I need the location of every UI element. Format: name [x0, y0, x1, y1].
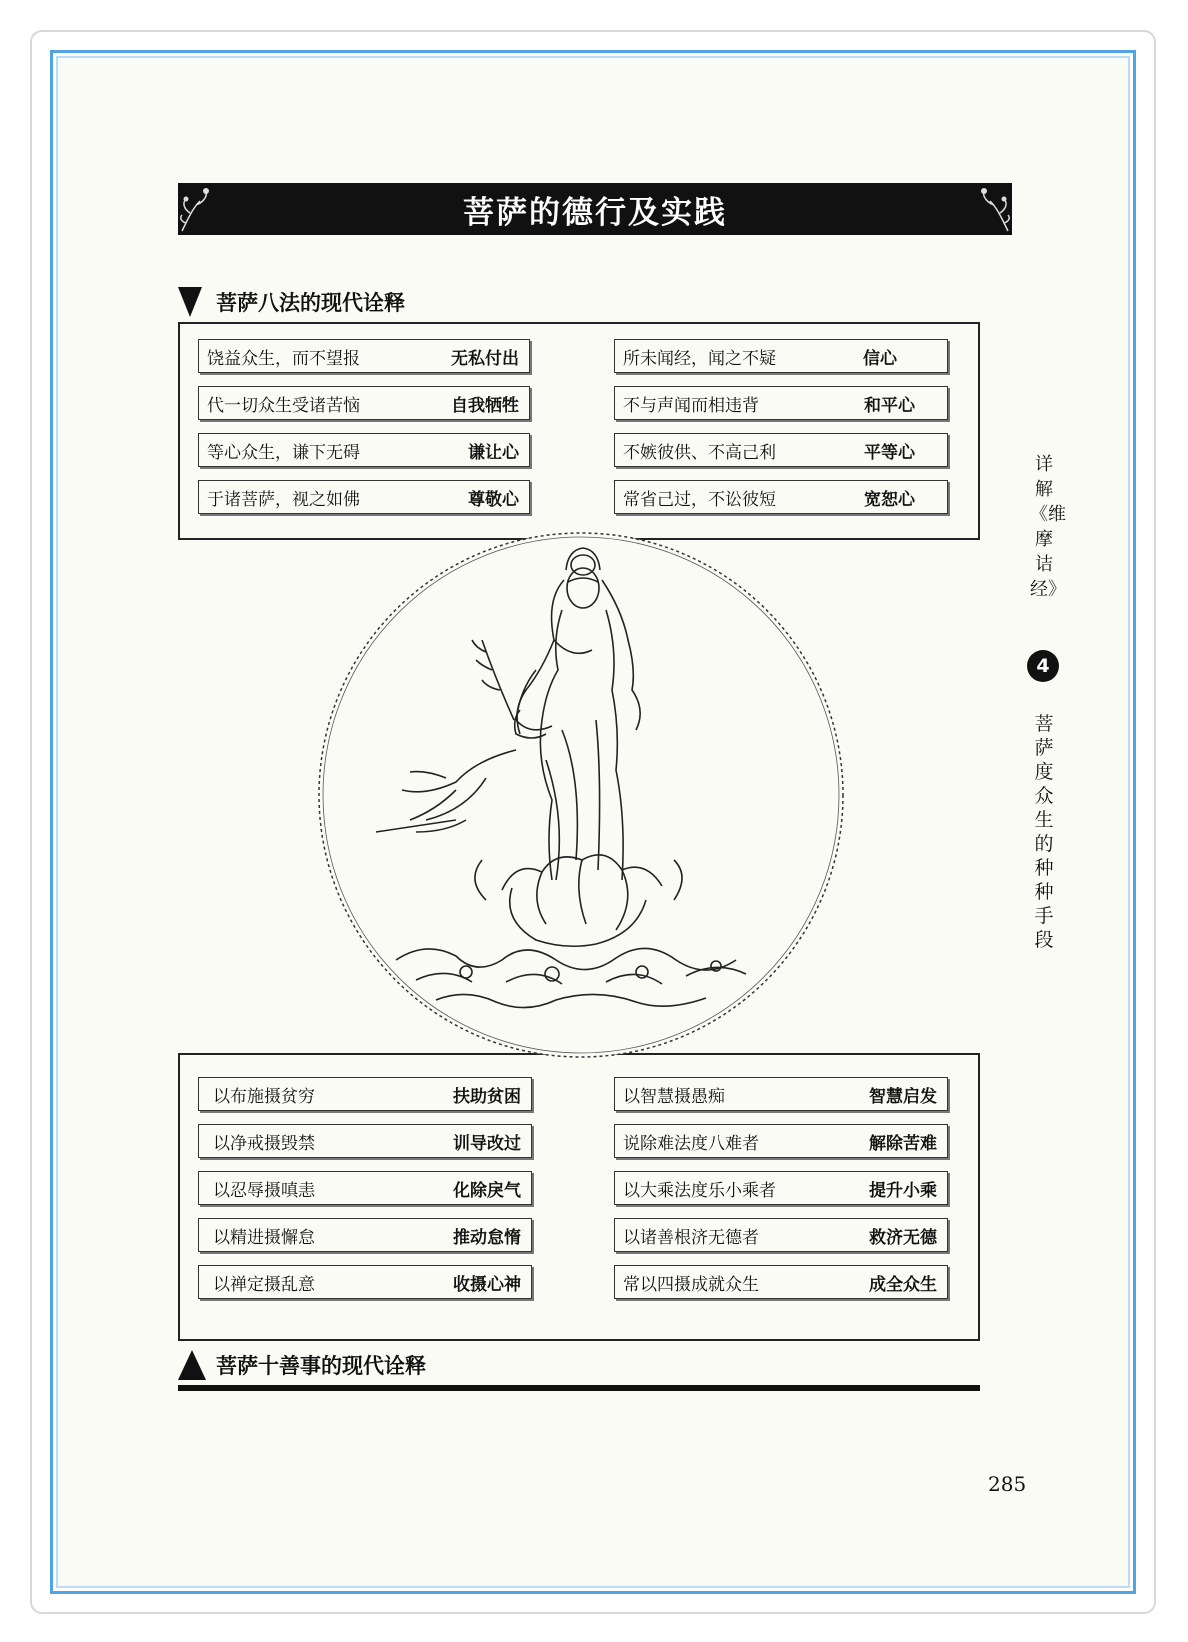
list-item: 以布施摄贫穷 扶助贫困: [198, 1077, 532, 1111]
list-item: 饶益众生，而不望报 无私付出: [198, 339, 530, 373]
list-item: 说除难法度八难者 解除苦难: [614, 1124, 948, 1158]
guanyin-on-lotus-icon: [306, 520, 856, 1070]
sidebar-chapter-title: 菩萨度众生的种种手段: [1034, 713, 1054, 951]
list-item: 常省己过，不讼彼短 宽恕心: [614, 480, 948, 514]
list-item: 以大乘法度乐小乘者 提升小乘: [614, 1171, 948, 1205]
list-item: 常以四摄成就众生 成全众生: [614, 1265, 948, 1299]
list-item: 以精进摄懈怠 推动怠惰: [198, 1218, 532, 1252]
triangle-up-icon: [178, 1350, 206, 1380]
floral-ornament-icon: [972, 183, 1012, 235]
sidebar-book-title: 详解《维摩诘经》: [1030, 454, 1066, 600]
list-item: 以智慧摄愚痴 智慧启发: [614, 1077, 948, 1111]
section-heading-eight-dharmas: [178, 287, 405, 317]
page-number: 285: [988, 1472, 1027, 1496]
list-item: 以诸善根济无德者 救济无德: [614, 1218, 948, 1252]
section-heading-text: 菩萨八法的现代诠释: [216, 291, 405, 315]
chapter-number-badge: 4: [1027, 650, 1059, 682]
section-heading-text: 菩萨十善事的现代诠释: [216, 1354, 426, 1378]
list-item: 代一切众生受诸苦恼 自我牺牲: [198, 386, 530, 420]
list-item: 不与声闻而相违背 和平心: [614, 386, 948, 420]
list-item: 不嫉彼供、不高己利 平等心: [614, 433, 948, 467]
bodhisattva-illustration: [306, 520, 856, 1070]
title-banner: [178, 183, 1012, 235]
triangle-down-icon: [178, 287, 202, 317]
list-item: 以净戒摄毁禁 训导改过: [198, 1124, 532, 1158]
page-title: 菩萨的德行及实践: [463, 194, 727, 231]
list-item: 以禅定摄乱意 收摄心神: [198, 1265, 532, 1299]
floral-ornament-icon: [178, 183, 218, 235]
section-heading-ten-good-deeds: [178, 1350, 426, 1380]
list-item: 以忍辱摄嗔恚 化除戾气: [198, 1171, 532, 1205]
list-item: 于诸菩萨，视之如佛 尊敬心: [198, 480, 530, 514]
list-item: 所未闻经，闻之不疑 信心: [614, 339, 948, 373]
divider: [178, 1385, 980, 1391]
list-item: 等心众生，谦下无碍 谦让心: [198, 433, 530, 467]
